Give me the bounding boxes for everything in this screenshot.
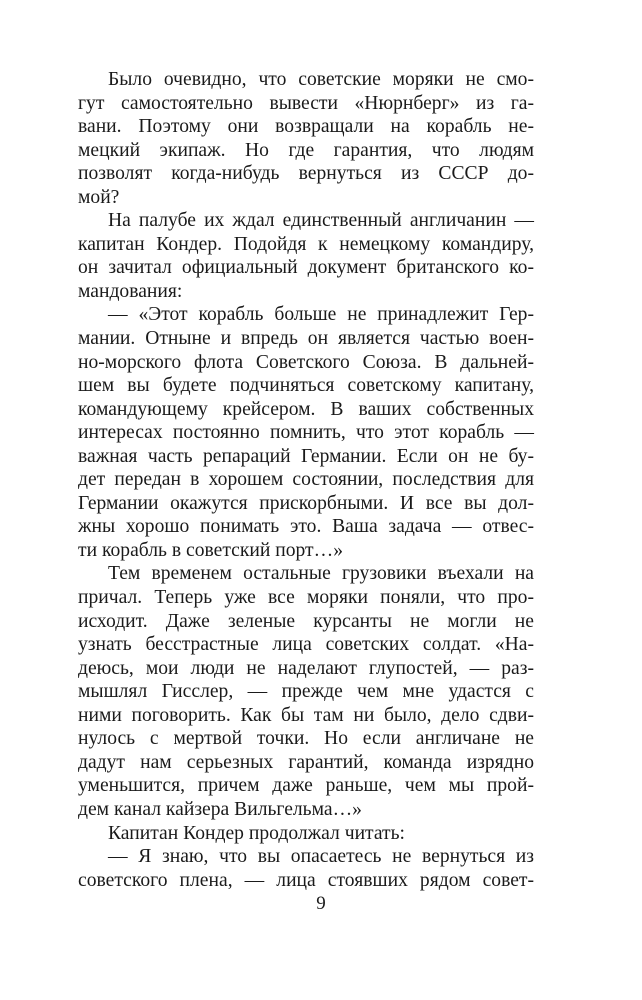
text-line: узнать бесстрастные лица советских солдат. «На- <box>78 634 534 656</box>
text-line: капитан Кондер. Подойдя к немецкому командиру, <box>78 233 534 255</box>
text-line: Тем временем остальные грузовики въехали на <box>108 563 534 585</box>
text-line: Капитан Кондер продолжал читать: <box>108 822 405 844</box>
text-line: — «Этот корабль больше не принадлежит Гер- <box>108 304 534 326</box>
text-line: Было очевидно, что советские моряки не смо- <box>108 69 534 90</box>
text-line: Германии окажутся прискорбными. И все вы дол- <box>78 492 534 514</box>
text-line: мой? <box>78 186 120 208</box>
text-line: он зачитал официальный документ британского ко- <box>78 257 534 279</box>
text-line: — Я знаю, что вы опасаетесь не вернуться из <box>108 846 534 868</box>
text-line: мышлял Гисслер, — прежде чем мне удастся с <box>78 681 534 703</box>
text-line: причал. Теперь уже все моряки поняли, что про- <box>78 587 534 609</box>
text-line: дем канал кайзера Вильгельма…» <box>78 798 362 820</box>
text-line: нулось с мертвой точки. Но если англичане не <box>78 728 534 750</box>
text-line: деюсь, мои люди не наделают глупостей, — раз- <box>78 657 534 679</box>
text-line: мании. Отныне и впредь он является частью воен- <box>78 328 534 350</box>
text-line: но-морского флота Советского Союза. В дальней- <box>78 351 534 373</box>
text-line: командующему крейсером. В ваших собственных <box>78 398 534 420</box>
text-line: уменьшится, причем даже раньше, чем мы прой- <box>78 775 534 797</box>
page-body <box>78 68 534 892</box>
text-line: ними поговорить. Как бы там ни было, дело сдви- <box>78 704 534 726</box>
text-line: важная часть репараций Германии. Если он не бу- <box>78 445 534 467</box>
page-number: 9 <box>316 893 326 914</box>
text-line: гут самостоятельно вывести «Нюрнберг» из га- <box>78 92 534 114</box>
text-line: дадут нам серьезных гарантий, команда изрядно <box>78 751 534 773</box>
text-line: вани. Поэтому они возвращали на корабль не- <box>78 116 534 138</box>
text-line: советского плена, — лица стоявших рядом совет- <box>78 869 534 891</box>
text-line: позволят когда-нибудь вернуться из СССР до- <box>78 163 534 185</box>
text-line: дет передан в хорошем состоянии, последствия для <box>78 469 534 491</box>
text-line: ти корабль в советский порт…» <box>78 539 343 561</box>
text-line: мецкий экипаж. Но где гарантия, что людям <box>78 139 534 161</box>
text-line: интересах постоянно помнить, что этот корабль — <box>78 422 534 444</box>
text-line: исходит. Даже зеленые курсанты не могли не <box>78 610 534 632</box>
text-line: На палубе их ждал единственный англичанин — <box>108 210 534 232</box>
text-line: жны хорошо понимать это. Ваша задача — отвес- <box>78 516 534 538</box>
text-line: мандования: <box>78 280 183 302</box>
text-line: шем вы будете подчиняться советскому капитану, <box>78 375 534 397</box>
